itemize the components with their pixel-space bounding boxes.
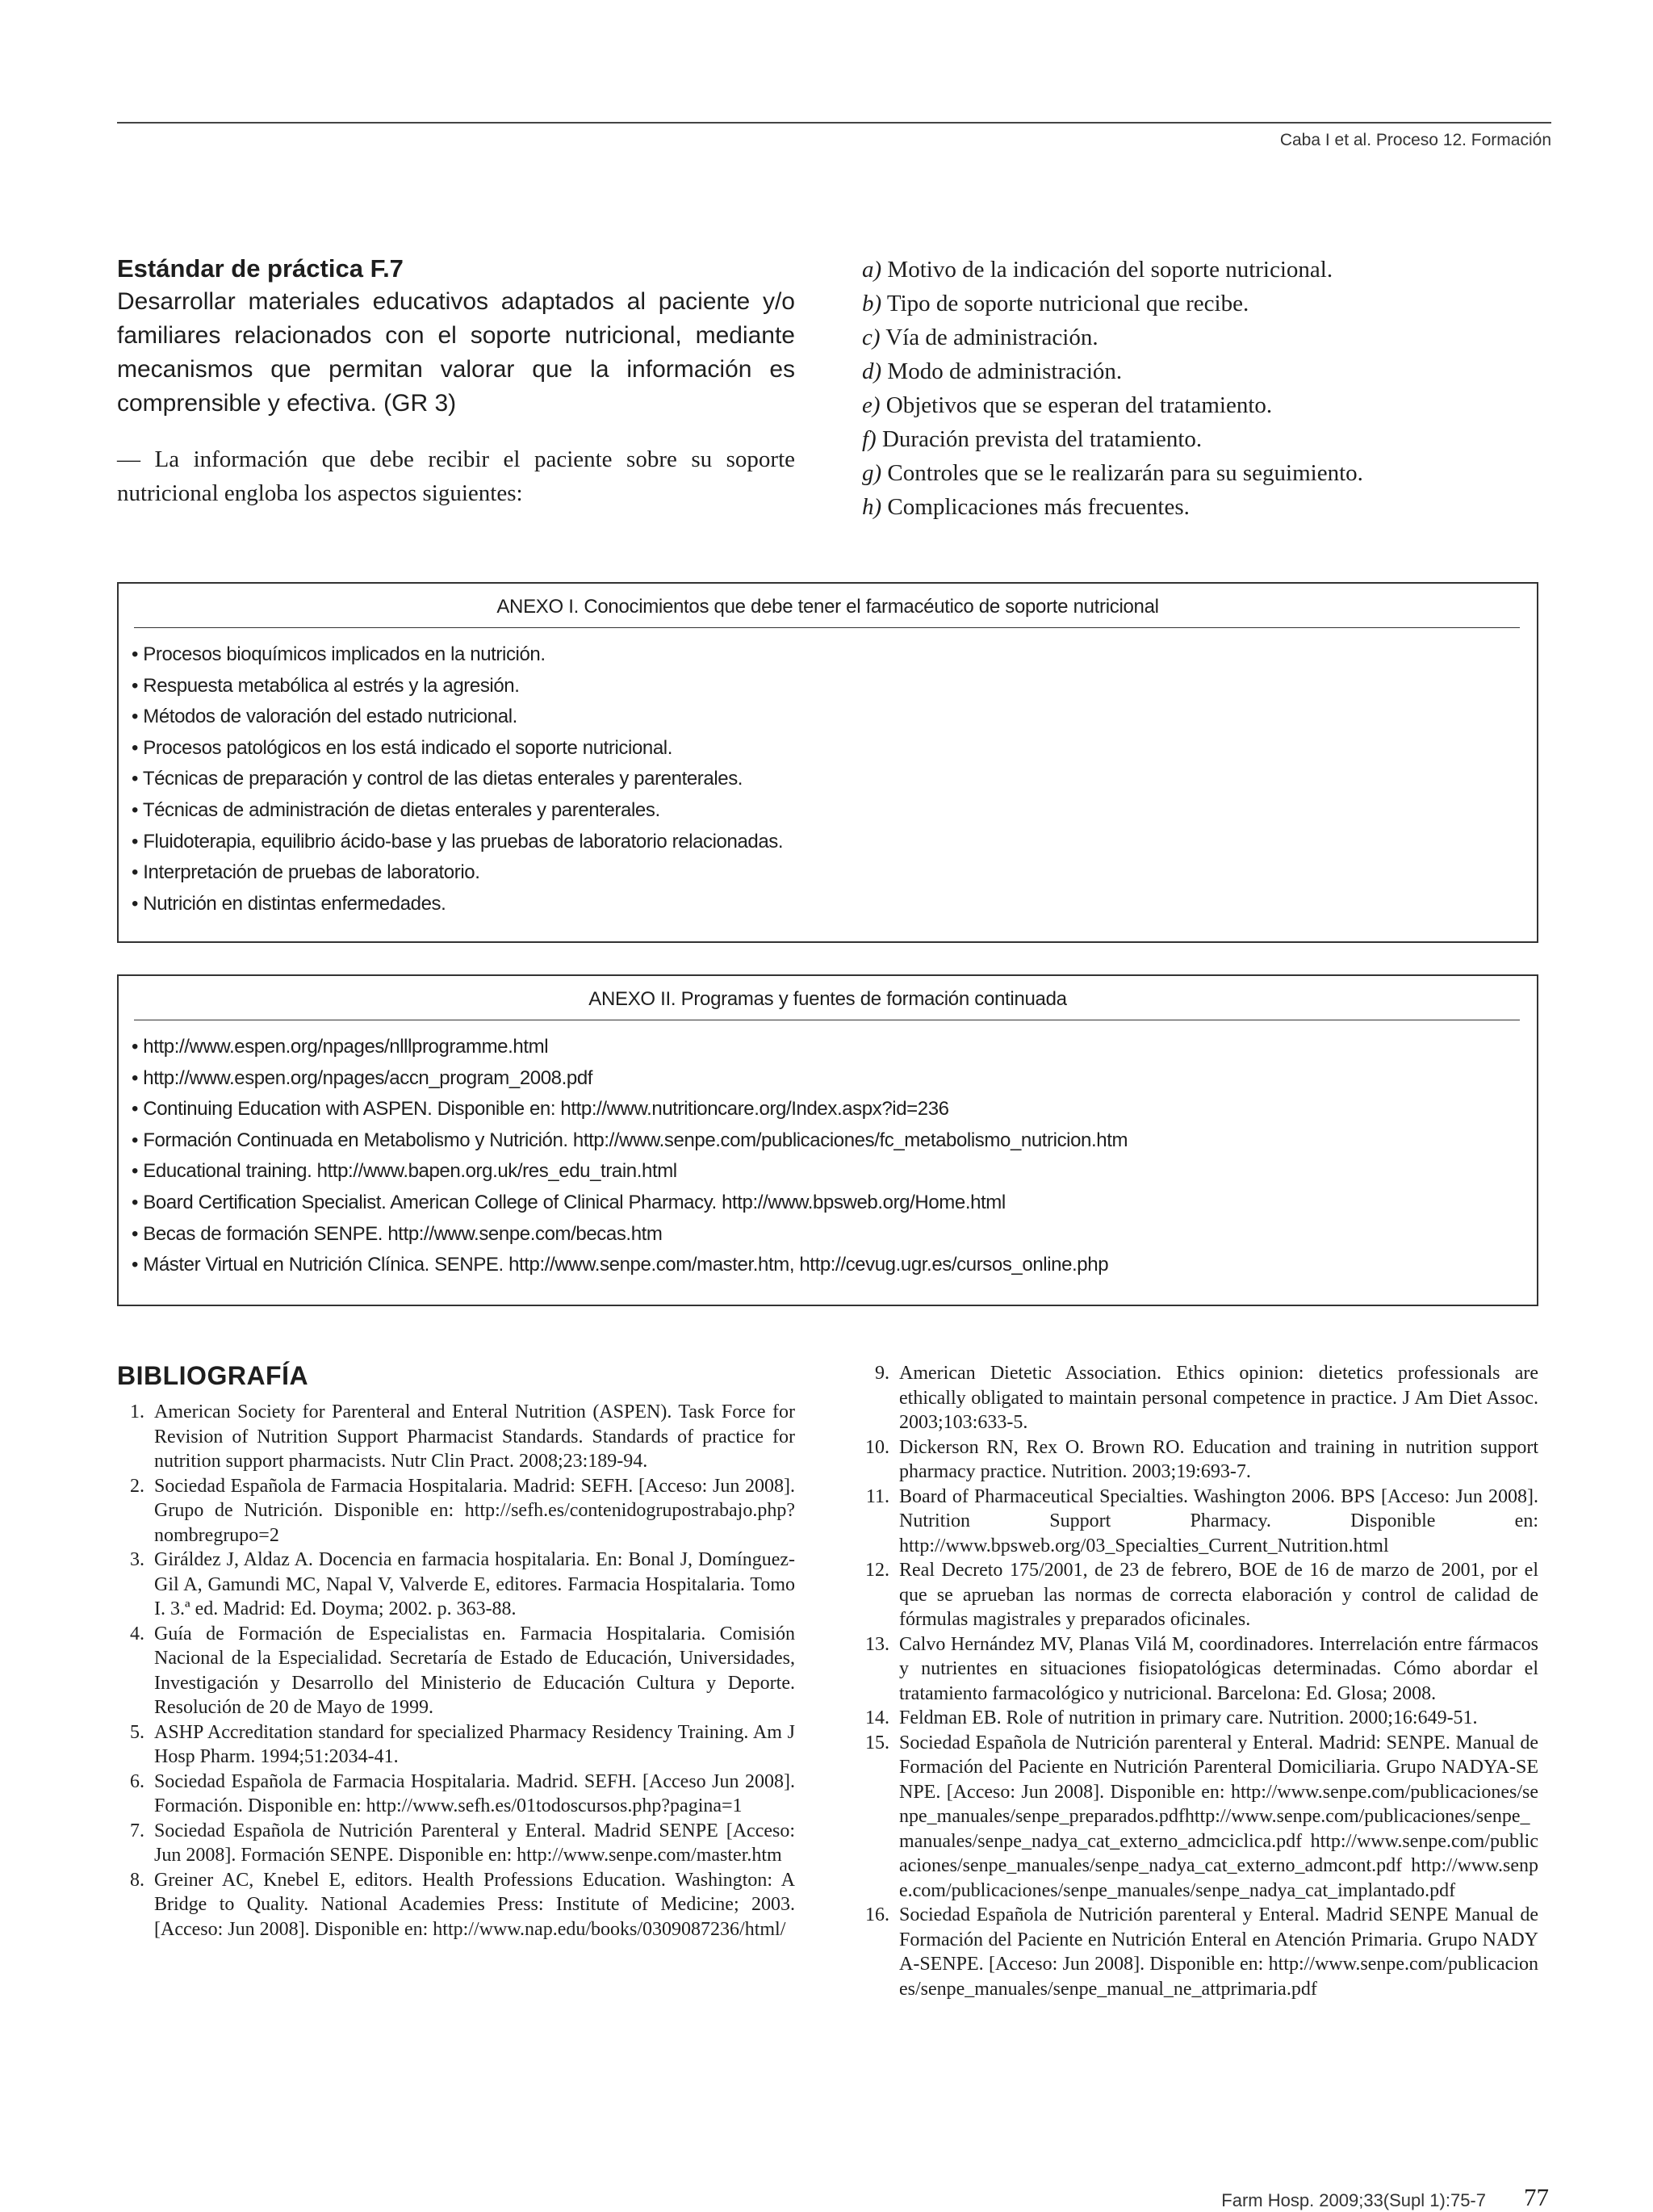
- reference-item: 10. Dickerson RN, Rex O. Brown RO. Education and training in nutrition support pharmacy practice. Nutrition. 2003;19:693-7.: [865, 1436, 1538, 1482]
- annex-1-item: • Nutrición en distintas enfermedades.: [132, 892, 446, 915]
- aspect-item: a) Motivo de la indicación del soporte nutricional.: [862, 257, 1333, 283]
- references-left-column: [117, 1400, 795, 1942]
- annex-1-item: • Técnicas de administración de dietas enterales y parenterales.: [132, 798, 660, 821]
- aspect-item: b) Tipo de soporte nutricional que recibe.: [862, 291, 1249, 316]
- annex-2-box: [117, 974, 1538, 1306]
- standard-title: Estándar de práctica F.7: [117, 254, 404, 283]
- reference-item: 4. Guía de Formación de Especialistas en. Farmacia Hospitalaria. Comisión Nacional de la Especialidad. Secretaría de Estado de Educación, Universidades, Investigación y Desarrollo del Ministerio de Educación Cultura y Deporte. Resolución de 20 de Mayo de 1999.: [130, 1623, 795, 1718]
- annex-2-item: • Board Certification Specialist. American College of Clinical Pharmacy. http://www.bpsweb.org/Home.html: [132, 1191, 1006, 1213]
- annex-2-item: • Becas de formación SENPE. http://www.senpe.com/becas.htm: [132, 1222, 663, 1245]
- annex-1-list: [119, 639, 1537, 920]
- reference-item: 15. Sociedad Española de Nutrición parenteral y Enteral. Madrid: SENPE. Manual de Formación del Paciente en Nutrición Parenteral Domiciliaria. Grupo NADYA-SENPE. [Acceso: Jun 2008]. Disponible en: http://www.senpe.com/publicaciones/senpe_manuales/senpe_preparados.pdfhttp://www.senpe.com/publicaciones/senpe_manuales/senpe_nadya_cat_externo_admciclica.pdf http://www.senpe.com/publicaciones/senpe_manuales/senpe_nadya_cat_externo_admcont.pdf http://www.senpe.com/publicaciones/senpe_manuales/senpe_nadya_cat_implantado.pdf: [865, 1732, 1538, 1901]
- aspect-item: f) Duración prevista del tratamiento.: [862, 426, 1203, 452]
- annex-2-title: ANEXO II. Programas y fuentes de formación continuada: [588, 988, 1067, 1010]
- annex-1-item: • Fluidoterapia, equilibrio ácido-base y las pruebas de laboratorio relacionadas.: [132, 830, 784, 853]
- annex-2-item: • Continuing Education with ASPEN. Disponible en: http://www.nutritioncare.org/Index.aspx?id=236: [132, 1098, 949, 1121]
- reference-item: 2. Sociedad Española de Farmacia Hospitalaria. Madrid: SEFH. [Acceso: Jun 2008]. Grupo de Nutrición. Disponible en: http://sefh.es/contenidogrupostrabajo.php?nombregrupo=2: [130, 1475, 795, 1546]
- aspect-item: d) Modo de administración.: [862, 358, 1123, 384]
- reference-item: 6. Sociedad Española de Farmacia Hospitalaria. Madrid. SEFH. [Acceso Jun 2008]. Formación. Disponible en: http://www.sefh.es/01todoscursos.php?pagina=1: [130, 1770, 795, 1816]
- footer-citation: Farm Hosp. 2009;33(Supl 1):75-7: [1221, 2190, 1486, 2210]
- aspect-item: e) Objetivos que se esperan del tratamiento.: [862, 392, 1273, 418]
- annex-1-item: • Técnicas de preparación y control de las dietas enterales y parenterales.: [132, 768, 743, 790]
- annex-2-item: • Máster Virtual en Nutrición Clínica. SENPE. http://www.senpe.com/master.htm, http://cevug.ugr.es/cursos_online.php: [132, 1254, 1109, 1276]
- reference-item: 9. American Dietetic Association. Ethics opinion: dietetics professionals are ethically obligated to maintain personal competence in practice. J Am Diet Assoc. 2003;103:633-5.: [875, 1363, 1538, 1433]
- annex-1-box: [117, 582, 1538, 943]
- annex-1-rule: [134, 627, 1520, 628]
- standard-body: Desarrollar materiales educativos adaptados al paciente y/o familiares relacionados con el soporte nutricional, mediante mecanismos que permitan valorar que la información es comprensible y efectiva. (GR 3): [117, 288, 795, 417]
- annex-2-item: • http://www.espen.org/npages/accn_program_2008.pdf: [132, 1066, 593, 1089]
- annex-2-list: [119, 1032, 1537, 1281]
- aspect-item: c) Vía de administración.: [862, 325, 1099, 350]
- annex-1-title: ANEXO I. Conocimientos que debe tener el farmacéutico de soporte nutricional: [496, 596, 1159, 618]
- reference-item: 11. Board of Pharmaceutical Specialties. Washington 2006. BPS [Acceso: Jun 2008]. Nutrition Support Pharmacy. Disponible en: http://www.bpsweb.org/03_Specialties_Current_Nutrition.html: [865, 1485, 1538, 1556]
- reference-item: 16. Sociedad Española de Nutrición parenteral y Enteral. Madrid SENPE Manual de Formación del Paciente en Nutrición Enteral en Atención Primaria. Grupo NADYA-SENPE. [Acceso: Jun 2008]. Disponible en: http://www.senpe.com/publicaciones/senpe_manuales/senpe_manual_ne_attprimaria.pdf: [865, 1904, 1538, 2000]
- references-right-column: [862, 1361, 1538, 2001]
- annex-1-item: • Métodos de valoración del estado nutricional.: [132, 706, 517, 728]
- annex-2-item: • http://www.espen.org/npages/nlllprogramme.html: [132, 1036, 549, 1058]
- annex-1-item: • Interpretación de pruebas de laboratorio.: [132, 861, 480, 884]
- reference-item: 13. Calvo Hernández MV, Planas Vilá M, coordinadores. Interrelación entre fármacos y nutrientes en situaciones fisiopatológicas determinadas. Cómo abordar el tratamiento farmacológico y nutricional. Barcelona: Ed. Glosa; 2008.: [865, 1633, 1538, 1704]
- standard-paragraph: — La información que debe recibir el paciente sobre su soporte nutricional engloba los aspectos siguientes:: [117, 446, 795, 506]
- annex-1-item: • Respuesta metabólica al estrés y la agresión.: [132, 674, 520, 697]
- annex-1-item: • Procesos bioquímicos implicados en la nutrición.: [132, 643, 546, 665]
- reference-item: 7. Sociedad Española de Nutrición Parenteral y Enteral. Madrid SENPE [Acceso: Jun 2008]. Formación SENPE. Disponible en: http://www.senpe.com/master.htm: [130, 1820, 795, 1866]
- annex-1-item: • Procesos patológicos en los está indicado el soporte nutricional.: [132, 736, 673, 759]
- bibliography-heading: BIBLIOGRAFÍA: [117, 1361, 309, 1390]
- standard-section: [117, 253, 795, 510]
- reference-item: 14. Feldman EB. Role of nutrition in primary care. Nutrition. 2000;16:649-51.: [865, 1707, 1478, 1728]
- aspects-list: [862, 253, 1556, 524]
- reference-item: 1. American Society for Parenteral and Enteral Nutrition (ASPEN). Task Force for Revision of Nutrition Support Pharmacist Standards. Standards of practice for nutrition support pharmacists. Nutr Clin Pract. 2008;23:189-94.: [130, 1401, 795, 1472]
- reference-item: 5. ASHP Accreditation standard for specialized Pharmacy Residency Training. Am J Hosp Pharm. 1994;51:2034-41.: [130, 1721, 795, 1767]
- header-rule: [117, 122, 1551, 124]
- reference-item: 12. Real Decreto 175/2001, de 23 de febrero, BOE de 16 de marzo de 2001, por el que se aprueban las normas de correcta elaboración y control de calidad de fórmulas magistrales y preparados oficinales.: [865, 1560, 1538, 1630]
- reference-item: 3. Giráldez J, Aldaz A. Docencia en farmacia hospitalaria. En: Bonal J, Domínguez-Gil A, Gamundi MC, Napal V, Valverde E, editores. Farmacia Hospitalaria. Tomo I. 3.ª ed. Madrid: Ed. Doyma; 2002. p. 363-88.: [130, 1549, 795, 1619]
- aspects-section: [862, 253, 1556, 524]
- page-number: 77: [1524, 2183, 1549, 2211]
- aspect-item: g) Controles que se le realizarán para su seguimiento.: [862, 460, 1363, 486]
- annex-2-item: • Educational training. http://www.bapen.org.uk/res_edu_train.html: [132, 1160, 677, 1183]
- running-head: Caba I et al. Proceso 12. Formación: [1279, 131, 1551, 149]
- annex-2-item: • Formación Continuada en Metabolismo y Nutrición. http://www.senpe.com/publicaciones/fc_metabolismo_nutricion.htm: [132, 1129, 1128, 1151]
- aspect-item: h) Complicaciones más frecuentes.: [862, 494, 1190, 520]
- reference-item: 8. Greiner AC, Knebel E, editors. Health Professions Education. Washington: A Bridge to Quality. National Academies Press: Institute of Medicine; 2003. [Acceso: Jun 2008]. Disponible en: http://www.nap.edu/books/0309087236/html/: [130, 1869, 795, 1940]
